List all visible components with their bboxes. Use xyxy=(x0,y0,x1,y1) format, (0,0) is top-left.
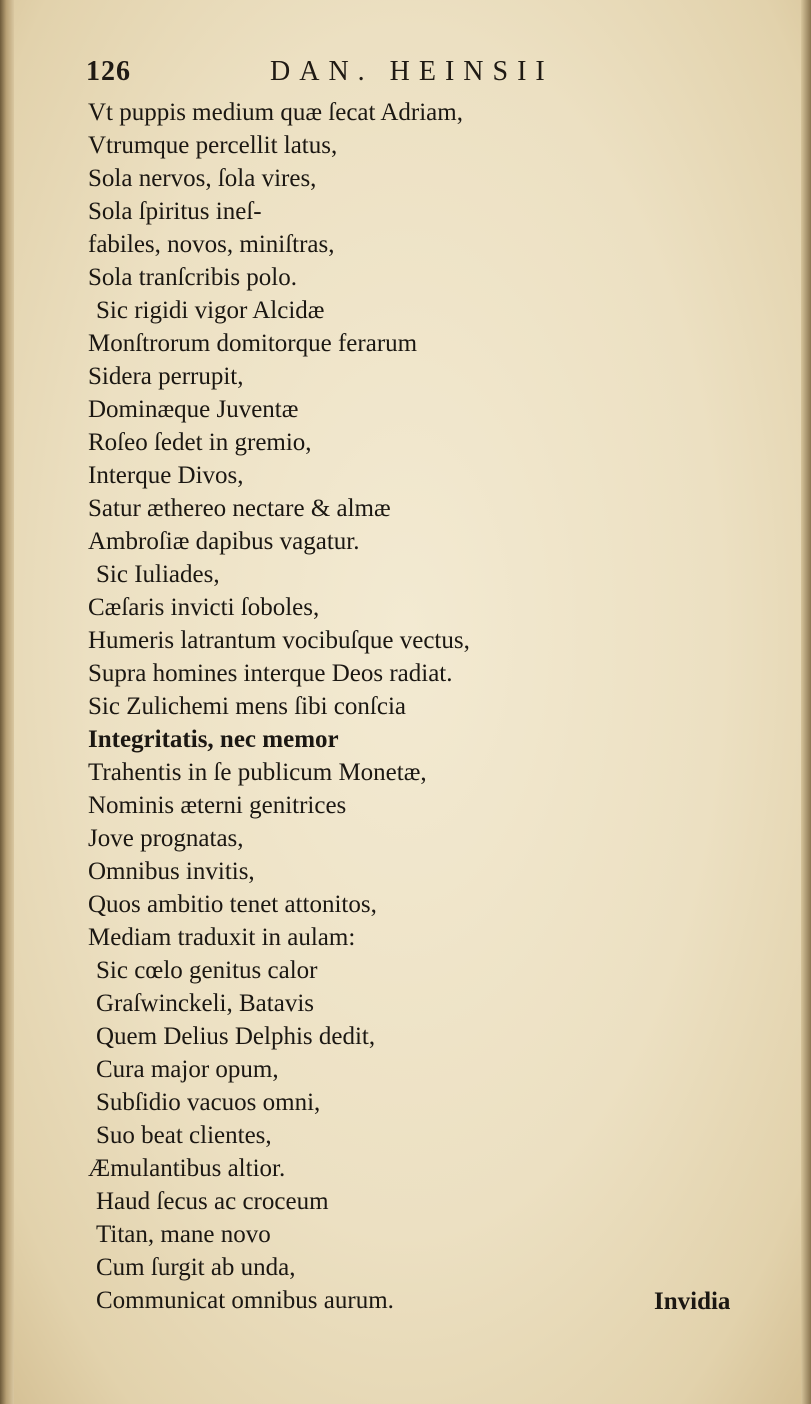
verse-line: Omnibus invitis, xyxy=(88,858,255,885)
verse-line: fabiles, novos, miniſtras, xyxy=(88,231,335,258)
catchword: Invidia xyxy=(654,1288,731,1315)
verse-line: Quos ambitio tenet attonitos, xyxy=(88,891,377,918)
verse-line: Cæſaris invicti ſoboles, xyxy=(88,594,320,621)
verse-line: Trahentis in ſe publicum Monetæ, xyxy=(88,759,427,786)
verse-line: Ambroſiæ dapibus vagatur. xyxy=(88,528,360,555)
verse-line: Suo beat clientes, xyxy=(96,1122,272,1149)
verse-line: Graſwinckeli, Batavis xyxy=(96,990,314,1017)
verse-line: Dominæque Juventæ xyxy=(88,396,299,423)
verse-line: Supra homines interque Deos radiat. xyxy=(88,660,453,687)
verse-line: Cum ſurgit ab unda, xyxy=(96,1254,296,1281)
verse-line: Nominis æterni genitrices xyxy=(88,792,347,819)
running-head: DAN. HEINSII xyxy=(270,56,554,87)
verse-line: Monſtrorum domitorque ferarum xyxy=(88,330,418,357)
verse-line: Vt puppis medium quæ ſecat Adriam, xyxy=(88,99,463,126)
verse-line: Haud ſecus ac croceum xyxy=(96,1188,329,1215)
verse-line: Sic rigidi vigor Alcidæ xyxy=(96,297,325,324)
verse-line: Sic cœlo genitus calor xyxy=(96,957,318,984)
verse-line: Æmulantibus altior. xyxy=(88,1155,286,1182)
verse-line: Vtrumque percellit latus, xyxy=(88,132,338,159)
verse-line: Sola ſpiritus ineſ- xyxy=(88,198,262,225)
verse-line: Interque Divos, xyxy=(88,462,244,489)
verse-line: Quem Delius Delphis dedit, xyxy=(96,1023,376,1050)
verse-line: Communicat omnibus aurum. xyxy=(96,1287,394,1314)
verse-line: Jove prognatas, xyxy=(88,825,244,852)
verse-line: Roſeo ſedet in gremio, xyxy=(88,429,312,456)
verse-line: Integritatis, nec memor xyxy=(88,726,339,753)
page-number: 126 xyxy=(86,56,131,87)
verse-line: Subſidio vacuos omni, xyxy=(96,1089,321,1116)
verse-line: Sola nervos, ſola vires, xyxy=(88,165,317,192)
page-gutter xyxy=(0,0,14,1404)
verse-line: Sidera perrupit, xyxy=(88,363,244,390)
verse-line: Sic Zulichemi mens ſibi conſcia xyxy=(88,693,406,720)
verse-line: Sic Iuliades, xyxy=(96,561,220,588)
verse-line: Satur æthereo nectare & almæ xyxy=(88,495,391,522)
verse-text xyxy=(88,96,648,1317)
verse-line: Titan, mane novo xyxy=(96,1221,271,1248)
verse-line: Humeris latrantum vocibuſque vectus, xyxy=(88,627,470,654)
verse-line: Sola tranſcribis polo. xyxy=(88,264,297,291)
page-header xyxy=(86,56,566,90)
verse-line: Cura major opum, xyxy=(96,1056,279,1083)
verse-line: Mediam traduxit in aulam: xyxy=(88,924,356,951)
page-edge xyxy=(801,0,811,1404)
